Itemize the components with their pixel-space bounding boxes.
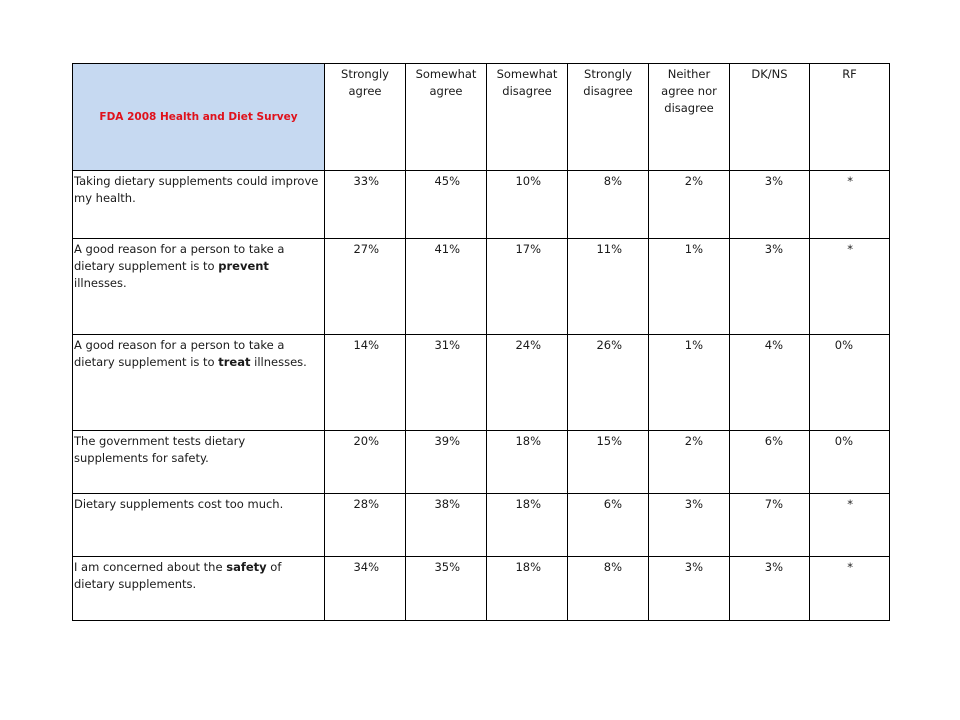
cell-value: 3% — [730, 239, 810, 335]
row-statement — [73, 171, 325, 239]
cell-value: 26% — [568, 335, 649, 431]
column-header-strongly-disagree: Strongly disagree — [568, 64, 649, 171]
cell-value: * — [810, 171, 890, 239]
cell-value: 39% — [406, 431, 487, 494]
cell-value: 45% — [406, 171, 487, 239]
cell-value: 34% — [325, 557, 406, 621]
cell-value: 24% — [487, 335, 568, 431]
statement-text-end: of dietary supplements. — [74, 560, 282, 591]
table-row — [73, 557, 890, 621]
table-row — [73, 431, 890, 494]
cell-value: 20% — [325, 431, 406, 494]
statement-text: Taking dietary supplements could improve my health. — [74, 174, 319, 205]
cell-value: 41% — [406, 239, 487, 335]
row-statement — [73, 431, 325, 494]
row-statement — [73, 335, 325, 431]
cell-value: 8% — [568, 557, 649, 621]
column-header-neither: Neither agree nor disagree — [649, 64, 730, 171]
cell-value: 3% — [649, 557, 730, 621]
statement-text: I am concerned about the — [74, 560, 227, 574]
statement-emphasis: safety — [226, 560, 267, 574]
table-row — [73, 335, 890, 431]
cell-value: 3% — [730, 557, 810, 621]
cell-value: 18% — [487, 557, 568, 621]
cell-value: 15% — [568, 431, 649, 494]
column-header-dk-ns: DK/NS — [730, 64, 810, 171]
cell-value: 35% — [406, 557, 487, 621]
cell-value: 3% — [649, 494, 730, 557]
cell-value: * — [810, 557, 890, 621]
cell-value: 3% — [730, 171, 810, 239]
cell-value: 6% — [568, 494, 649, 557]
cell-value: 1% — [649, 335, 730, 431]
cell-value: 0% — [810, 335, 890, 431]
cell-value: 10% — [487, 171, 568, 239]
cell-value: 8% — [568, 171, 649, 239]
statement-text: Dietary supplements cost too much. — [74, 497, 284, 511]
table-row — [73, 494, 890, 557]
column-header-somewhat-disagree: Somewhat disagree — [487, 64, 568, 171]
column-header-strongly-agree: Strongly agree — [325, 64, 406, 171]
row-statement — [73, 239, 325, 335]
cell-value: 0% — [810, 431, 890, 494]
statement-emphasis: treat — [218, 355, 251, 369]
cell-value: * — [810, 494, 890, 557]
table-row — [73, 239, 890, 335]
column-header-somewhat-agree: Somewhat agree — [406, 64, 487, 171]
survey-table — [72, 63, 890, 621]
cell-value: 1% — [649, 239, 730, 335]
statement-text-end: illnesses. — [250, 355, 307, 369]
cell-value: * — [810, 239, 890, 335]
statement-text: A good reason for a person to take a dietary supplement is to — [74, 242, 285, 273]
cell-value: 2% — [649, 431, 730, 494]
row-statement — [73, 494, 325, 557]
statement-text: A good reason for a person to take a dietary supplement is to — [74, 338, 285, 369]
cell-value: 33% — [325, 171, 406, 239]
cell-value: 4% — [730, 335, 810, 431]
cell-value: 28% — [325, 494, 406, 557]
cell-value: 11% — [568, 239, 649, 335]
column-header-rf: RF — [810, 64, 890, 171]
cell-value: 18% — [487, 431, 568, 494]
statement-text-end: illnesses. — [74, 276, 127, 290]
cell-value: 38% — [406, 494, 487, 557]
cell-value: 7% — [730, 494, 810, 557]
cell-value: 14% — [325, 335, 406, 431]
statement-text: The government tests dietary supplements for safety. — [74, 434, 246, 465]
cell-value: 31% — [406, 335, 487, 431]
cell-value: 17% — [487, 239, 568, 335]
cell-value: 18% — [487, 494, 568, 557]
header-row — [73, 64, 890, 171]
statement-emphasis: prevent — [218, 259, 269, 273]
cell-value: 2% — [649, 171, 730, 239]
table-title: FDA 2008 Health and Diet Survey — [73, 64, 325, 171]
table-row — [73, 171, 890, 239]
cell-value: 27% — [325, 239, 406, 335]
row-statement — [73, 557, 325, 621]
cell-value: 6% — [730, 431, 810, 494]
